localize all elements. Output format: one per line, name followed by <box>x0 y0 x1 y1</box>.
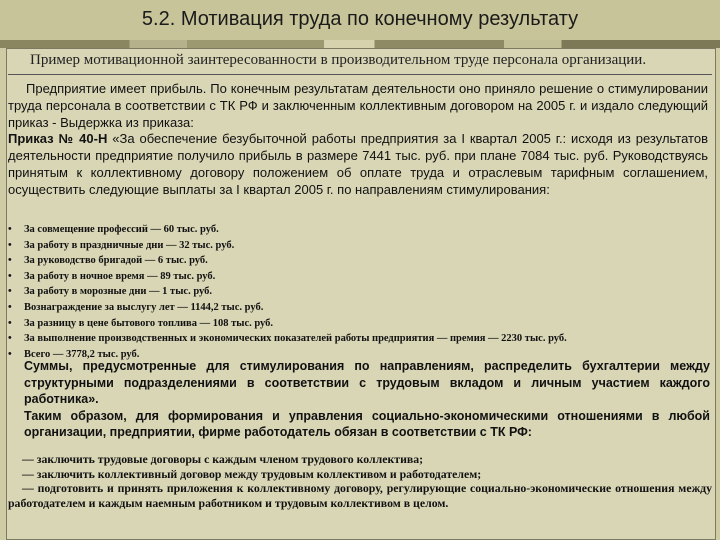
payments-list <box>8 222 712 362</box>
divider <box>8 74 712 75</box>
order-heading: Приказ № 40-Н <box>8 131 108 146</box>
conclusion-block <box>8 358 710 441</box>
order-text: «За обеспечение безубыточной работы предприятия за I квартал 2005 г.: исходя из результатов деятельности предприятие получило прибыль в размере 7441 тыс. руб. при плане 7084 тыс. руб. Руководствуясь принятым к коллективному договору положением об оплате труда и отраслевым тарифным соглашением, осуществить следующие выплаты за I квартал 2005 г. по направлениям стимулирования: <box>8 131 708 197</box>
example-subtitle: Пример мотивационной заинтересованности в производительном труде персонала организации. <box>30 52 647 68</box>
payment-item: • За выполнение производственных и экономических показателей работы предприятия — премия — 2230 тыс. руб. <box>8 331 712 347</box>
duty-item: — подготовить и принять приложения к коллективному договору, регулирующие социально-экономические отношения между работодателем и каждым наемным работником и трудовым коллективом в целом. <box>8 481 712 510</box>
slide-title: 5.2. Мотивация труда по конечному результату <box>141 8 579 30</box>
payment-total: • Всего — 3778,2 тыс. руб. <box>8 347 712 363</box>
duty-item: — заключить коллективный договор между трудовым коллективом и работодателем; <box>22 466 482 481</box>
duty-item: — заключить трудовые договоры с каждым членом трудового коллектива; <box>22 452 424 466</box>
payment-item: • За работу в праздничные дни — 32 тыс. руб. <box>8 238 712 254</box>
payment-item: • За работу в морозные дни — 1 тыс. руб. <box>8 284 712 300</box>
employer-obligations-paragraph: Таким образом, для формирования и управления социально-экономическими отношениями в любой организации, предприятии, фирме работодатель обязан в соответствии с ТК РФ: <box>24 408 710 439</box>
duties-list <box>8 452 712 510</box>
payment-item: • За руководство бригадой — 6 тыс. руб. <box>8 253 712 269</box>
distribution-paragraph: Суммы, предусмотренные для стимулирования по направлениям, распределить бухгалтерии между структурными подразделениями в соответствии с трудовым вкладом и личным участием каждого работника». <box>24 359 710 406</box>
payment-item: • Вознаграждение за выслугу лет — 1144,2 тыс. руб. <box>8 300 712 316</box>
payment-item: • За разницу в цене бытового топлива — 108 тыс. руб. <box>8 316 712 332</box>
intro-paragraph: Предприятие имеет прибыль. По конечным результатам деятельности оно приняло решение о стимулировании труда персонала в соответствии с ТК РФ и заключенным коллективным договором на 2005 г. и издало следующий приказ - Выдержка из приказа: <box>8 81 708 130</box>
order-paragraph <box>8 130 708 198</box>
decorative-stripes <box>0 40 720 48</box>
payment-item: • За совмещение профессий — 60 тыс. руб. <box>8 222 712 238</box>
payment-item: • За работу в ночное время — 89 тыс. руб. <box>8 269 712 285</box>
